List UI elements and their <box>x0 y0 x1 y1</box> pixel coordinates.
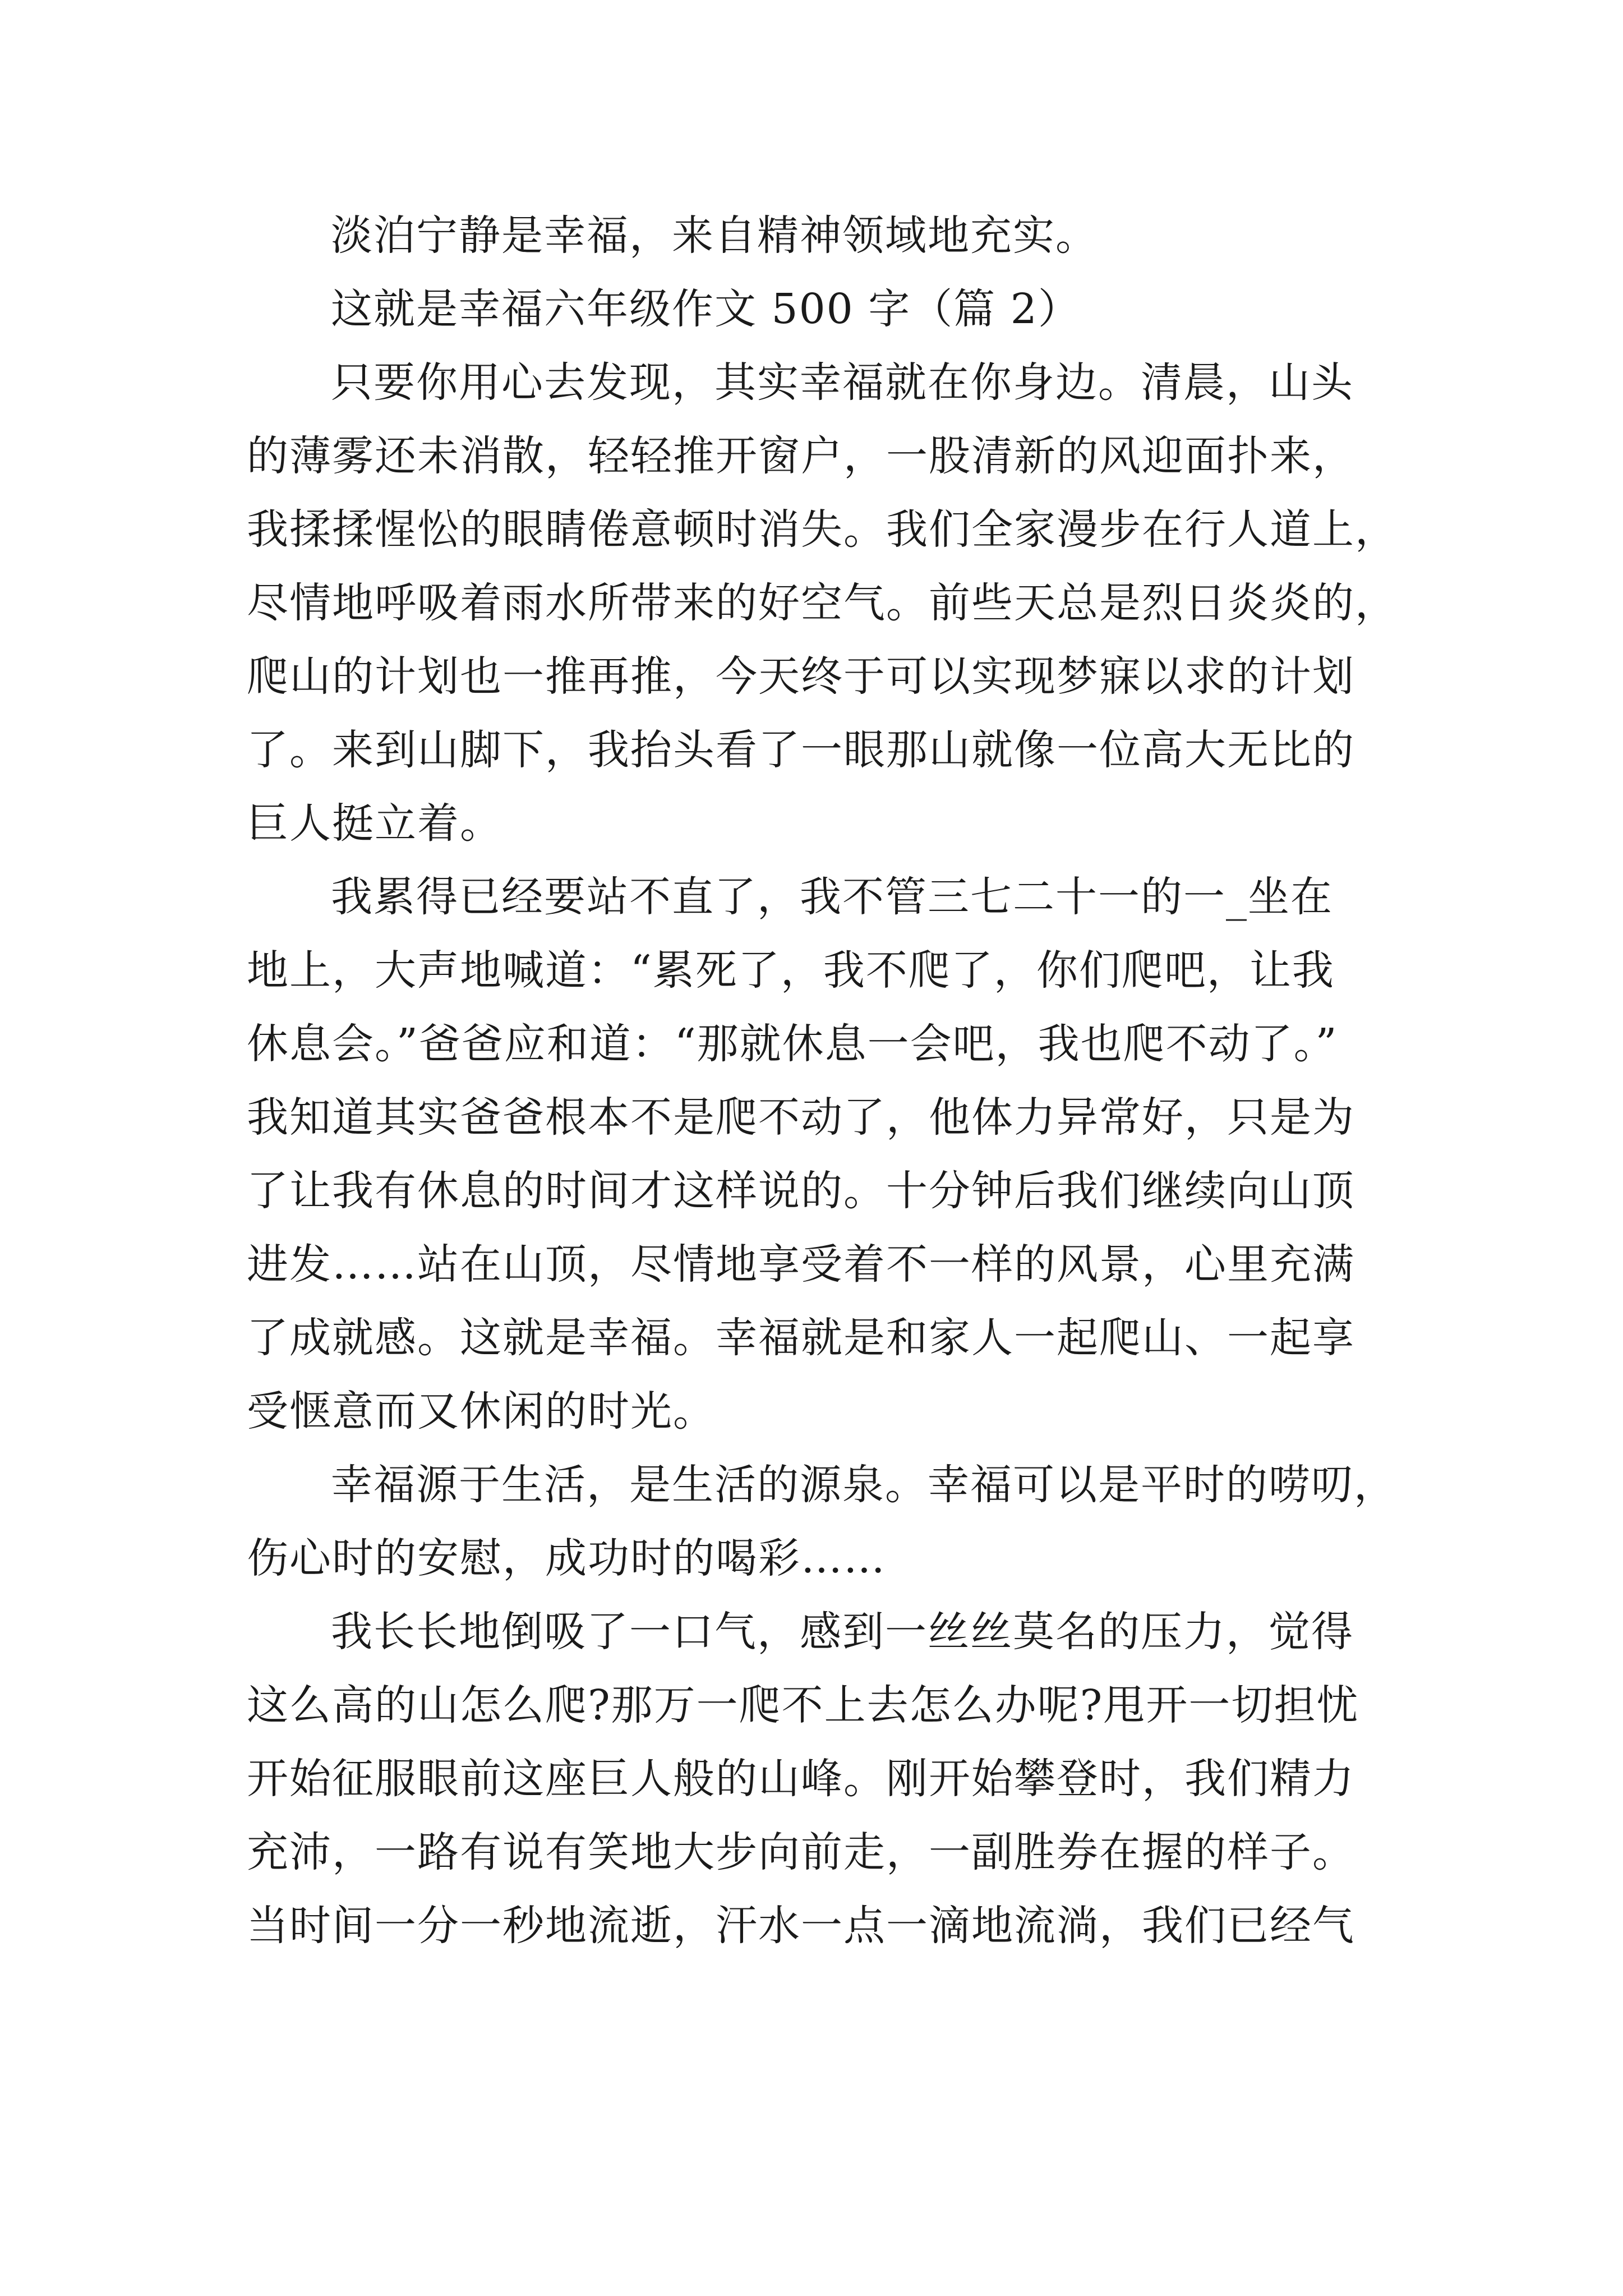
text-line: 尽情地呼吸着雨水所带来的好空气。前些天总是烈日炎炎的， <box>247 579 1398 627</box>
text-line: 了让我有休息的时间才这样说的。十分钟后我们继续向山顶 <box>247 1167 1355 1215</box>
text-line: 这就是幸福六年级作文 500 字（篇 2） <box>331 285 1081 333</box>
text-line: 的薄雾还未消散，轻轻推开窗户，一股清新的风迎面扑来， <box>247 432 1355 480</box>
text-line: 进发……站在山顶，尽情地享受着不一样的风景，心里充满 <box>247 1240 1355 1289</box>
document-body <box>247 199 1398 1963</box>
text-line: 受惬意而又休闲的时光。 <box>247 1387 716 1435</box>
text-line: 淡泊宁静是幸福，来自精神领域地充实。 <box>331 211 1098 260</box>
text-line: 休息会。”爸爸应和道：“那就休息一会吧，我也爬不动了。” <box>247 1020 1338 1068</box>
text-line: 这么高的山怎么爬?那万一爬不上去怎么办呢?甩开一切担忧 <box>247 1681 1359 1729</box>
text-line: 当时间一分一秒地流逝，汗水一点一滴地流淌，我们已经气 <box>247 1902 1355 1950</box>
text-line: 我累得已经要站不直了，我不管三七二十一的一_坐在 <box>331 873 1333 921</box>
text-line: 我知道其实爸爸根本不是爬不动了，他体力异常好，只是为 <box>247 1093 1355 1142</box>
text-line: 爬山的计划也一推再推，今天终于可以实现梦寐以求的计划 <box>247 652 1355 701</box>
text-line: 了成就感。这就是幸福。幸福就是和家人一起爬山、一起享 <box>247 1314 1355 1362</box>
text-line: 巨人挺立着。 <box>247 799 502 848</box>
text-line: 我揉揉惺忪的眼睛倦意顿时消失。我们全家漫步在行人道上， <box>247 505 1398 554</box>
text-line: 充沛，一路有说有笑地大步向前走，一副胜券在握的样子。 <box>247 1828 1355 1876</box>
text-line: 只要你用心去发现，其实幸福就在你身边。清晨，山头 <box>331 358 1354 407</box>
text-line: 伤心时的安慰，成功时的喝彩…… <box>247 1534 886 1582</box>
text-line: 我长长地倒吸了一口气，感到一丝丝莫名的压力，觉得 <box>331 1608 1354 1656</box>
text-line: 了。来到山脚下，我抬头看了一眼那山就像一位高大无比的 <box>247 726 1355 774</box>
text-line: 幸福源于生活，是生活的源泉。幸福可以是平时的唠叨， <box>331 1461 1396 1509</box>
text-line: 开始征服眼前这座巨人般的山峰。刚开始攀登时，我们精力 <box>247 1755 1355 1803</box>
text-line: 地上，大声地喊道：“累死了，我不爬了，你们爬吧，让我 <box>247 946 1335 995</box>
